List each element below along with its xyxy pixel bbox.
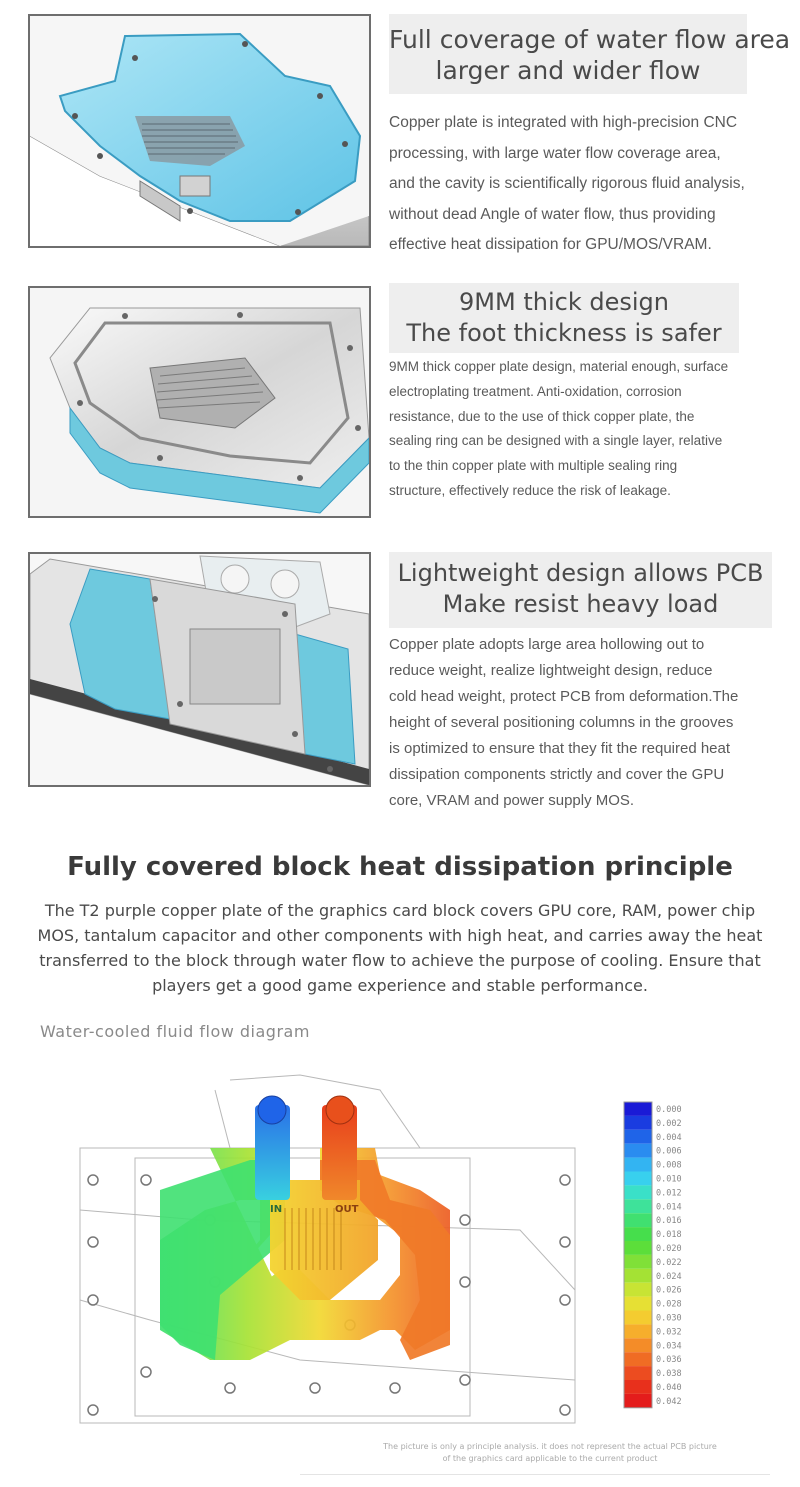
desc-line: reduce weight, realize lightweight design, reduce bbox=[389, 662, 713, 679]
legend-label: 0.012 bbox=[656, 1188, 682, 1199]
desc-line: sealing ring can be designed with a single layer, relative bbox=[389, 433, 723, 449]
legend-swatch bbox=[624, 1199, 652, 1213]
section-2-title-line-2: The foot thickness is safer bbox=[406, 319, 722, 347]
legend-label: 0.028 bbox=[656, 1299, 682, 1310]
section-3-title-line-2: Make resist heavy load bbox=[442, 590, 719, 618]
desc-line: electroplating treatment. Anti-oxidation, corrosion bbox=[389, 383, 682, 399]
legend-label: 0.032 bbox=[656, 1327, 682, 1338]
diagram-subtitle: Water-cooled fluid flow diagram bbox=[40, 1022, 310, 1041]
legend-swatch bbox=[624, 1144, 652, 1158]
legend-label: 0.020 bbox=[656, 1244, 682, 1254]
legend-swatch bbox=[624, 1297, 652, 1311]
legend-swatch bbox=[624, 1130, 652, 1144]
legend-label: 0.036 bbox=[656, 1355, 682, 1366]
desc-line: Copper plate is integrated with high-precision CNC bbox=[389, 114, 738, 131]
legend-swatch bbox=[624, 1283, 652, 1297]
legend-label: 0.002 bbox=[656, 1118, 682, 1129]
desc-line: cold head weight, protect PCB from deformation.The bbox=[389, 688, 739, 705]
legend-label: 0.026 bbox=[656, 1285, 682, 1296]
legend-swatch bbox=[624, 1158, 652, 1172]
legend-swatch bbox=[624, 1269, 652, 1283]
paragraph-line: The T2 purple copper plate of the graphics card block covers GPU core, RAM, power chip bbox=[44, 901, 756, 920]
desc-line: core, VRAM and power supply MOS. bbox=[389, 792, 635, 809]
legend-swatch bbox=[624, 1324, 652, 1338]
legend-label: 0.004 bbox=[656, 1132, 682, 1143]
legend-label: 0.018 bbox=[656, 1230, 682, 1241]
legend-swatch bbox=[624, 1116, 652, 1130]
legend-swatch bbox=[624, 1241, 652, 1255]
section-1-title-line-2: larger and wider flow bbox=[435, 56, 701, 85]
water-block-render-2 bbox=[30, 288, 369, 516]
paragraph-line: transferred to the block through water flow to achieve the purpose of cooling. Ensure that bbox=[39, 951, 761, 970]
legend-label: 0.000 bbox=[656, 1105, 682, 1115]
legend-swatch bbox=[624, 1352, 652, 1366]
desc-line: resistance, due to the use of thick copper plate, the bbox=[389, 408, 695, 424]
section-1-title-line-1: Full coverage of water flow area bbox=[389, 25, 791, 54]
legend-label: 0.038 bbox=[656, 1369, 682, 1380]
bottom-divider bbox=[300, 1474, 770, 1475]
desc-line: to the thin copper plate with multiple sealing ring bbox=[389, 458, 678, 474]
desc-line: is optimized to ensure that they fit the required heat bbox=[389, 740, 731, 757]
out-label: OUT bbox=[335, 1204, 359, 1215]
legend-swatch bbox=[624, 1338, 652, 1352]
section-2-description bbox=[389, 355, 728, 504]
legend-swatch bbox=[624, 1227, 652, 1241]
legend-label: 0.014 bbox=[656, 1202, 682, 1213]
desc-line: Copper plate adopts large area hollowing out to bbox=[389, 636, 705, 653]
legend-swatch bbox=[624, 1172, 652, 1186]
legend-swatch bbox=[624, 1102, 652, 1116]
note-line: The picture is only a principle analysis. it does not represent the actual PCB picture bbox=[383, 1442, 717, 1451]
paragraph-line: players get a good game experience and stable performance. bbox=[152, 976, 648, 995]
full-coverage-block-image bbox=[28, 14, 371, 248]
legend-swatch bbox=[624, 1255, 652, 1269]
legend-label: 0.008 bbox=[656, 1160, 682, 1171]
desc-line: structure, effectively reduce the risk of leakage. bbox=[389, 482, 671, 498]
thick-design-block-image bbox=[28, 286, 371, 518]
water-block-render-1 bbox=[30, 16, 369, 246]
legend-swatch bbox=[624, 1380, 652, 1394]
disclaimer-note bbox=[330, 1441, 770, 1465]
outlet-fitting bbox=[326, 1096, 354, 1124]
legend-label: 0.022 bbox=[656, 1257, 682, 1268]
section-2-title-line-1: 9MM thick design bbox=[459, 288, 669, 316]
paragraph-line: MOS, tantalum capacitor and other components with high heat, and carries away the heat bbox=[37, 926, 763, 945]
desc-line: dissipation components strictly and cover the GPU bbox=[389, 766, 725, 783]
inlet-fitting bbox=[258, 1096, 286, 1124]
water-block-render-3 bbox=[30, 554, 369, 785]
legend-swatch bbox=[624, 1185, 652, 1199]
principle-heading: Fully covered block heat dissipation principle bbox=[67, 852, 733, 882]
legend-label: 0.010 bbox=[656, 1174, 682, 1185]
desc-line: 9MM thick copper plate design, material enough, surface bbox=[389, 359, 729, 374]
desc-line: without dead Angle of water flow, thus providing bbox=[389, 205, 716, 223]
section-1-title bbox=[389, 14, 791, 94]
velocity-legend bbox=[624, 1102, 682, 1408]
legend-label: 0.006 bbox=[656, 1146, 682, 1157]
section-3-description bbox=[389, 632, 738, 814]
legend-label: 0.016 bbox=[656, 1216, 682, 1227]
section-3-title bbox=[389, 552, 772, 628]
legend-label: 0.034 bbox=[656, 1341, 682, 1352]
legend-label: 0.024 bbox=[656, 1271, 682, 1282]
lightweight-block-image bbox=[28, 552, 371, 787]
legend-swatch bbox=[624, 1311, 652, 1325]
desc-line: and the cavity is scientifically rigorous fluid analysis, bbox=[389, 175, 745, 192]
legend-swatch bbox=[624, 1366, 652, 1380]
principle-paragraph bbox=[30, 898, 770, 998]
fluid-flow-diagram bbox=[0, 1060, 800, 1460]
section-2-title bbox=[389, 283, 739, 353]
legend-label: 0.042 bbox=[656, 1396, 682, 1407]
legend-swatch bbox=[624, 1394, 652, 1408]
desc-line: height of several positioning columns in the grooves bbox=[389, 714, 734, 731]
in-label: IN bbox=[270, 1204, 283, 1215]
desc-line: processing, with large water flow coverage area, bbox=[389, 144, 721, 162]
section-3-title-line-1: Lightweight design allows PCB bbox=[397, 559, 764, 587]
legend-label: 0.030 bbox=[656, 1313, 682, 1324]
legend-swatch bbox=[624, 1213, 652, 1227]
note-line: of the graphics card applicable to the current product bbox=[442, 1454, 658, 1463]
legend-label: 0.040 bbox=[656, 1383, 682, 1393]
section-1-description bbox=[389, 108, 745, 261]
desc-line: effective heat dissipation for GPU/MOS/VRAM. bbox=[389, 236, 712, 253]
